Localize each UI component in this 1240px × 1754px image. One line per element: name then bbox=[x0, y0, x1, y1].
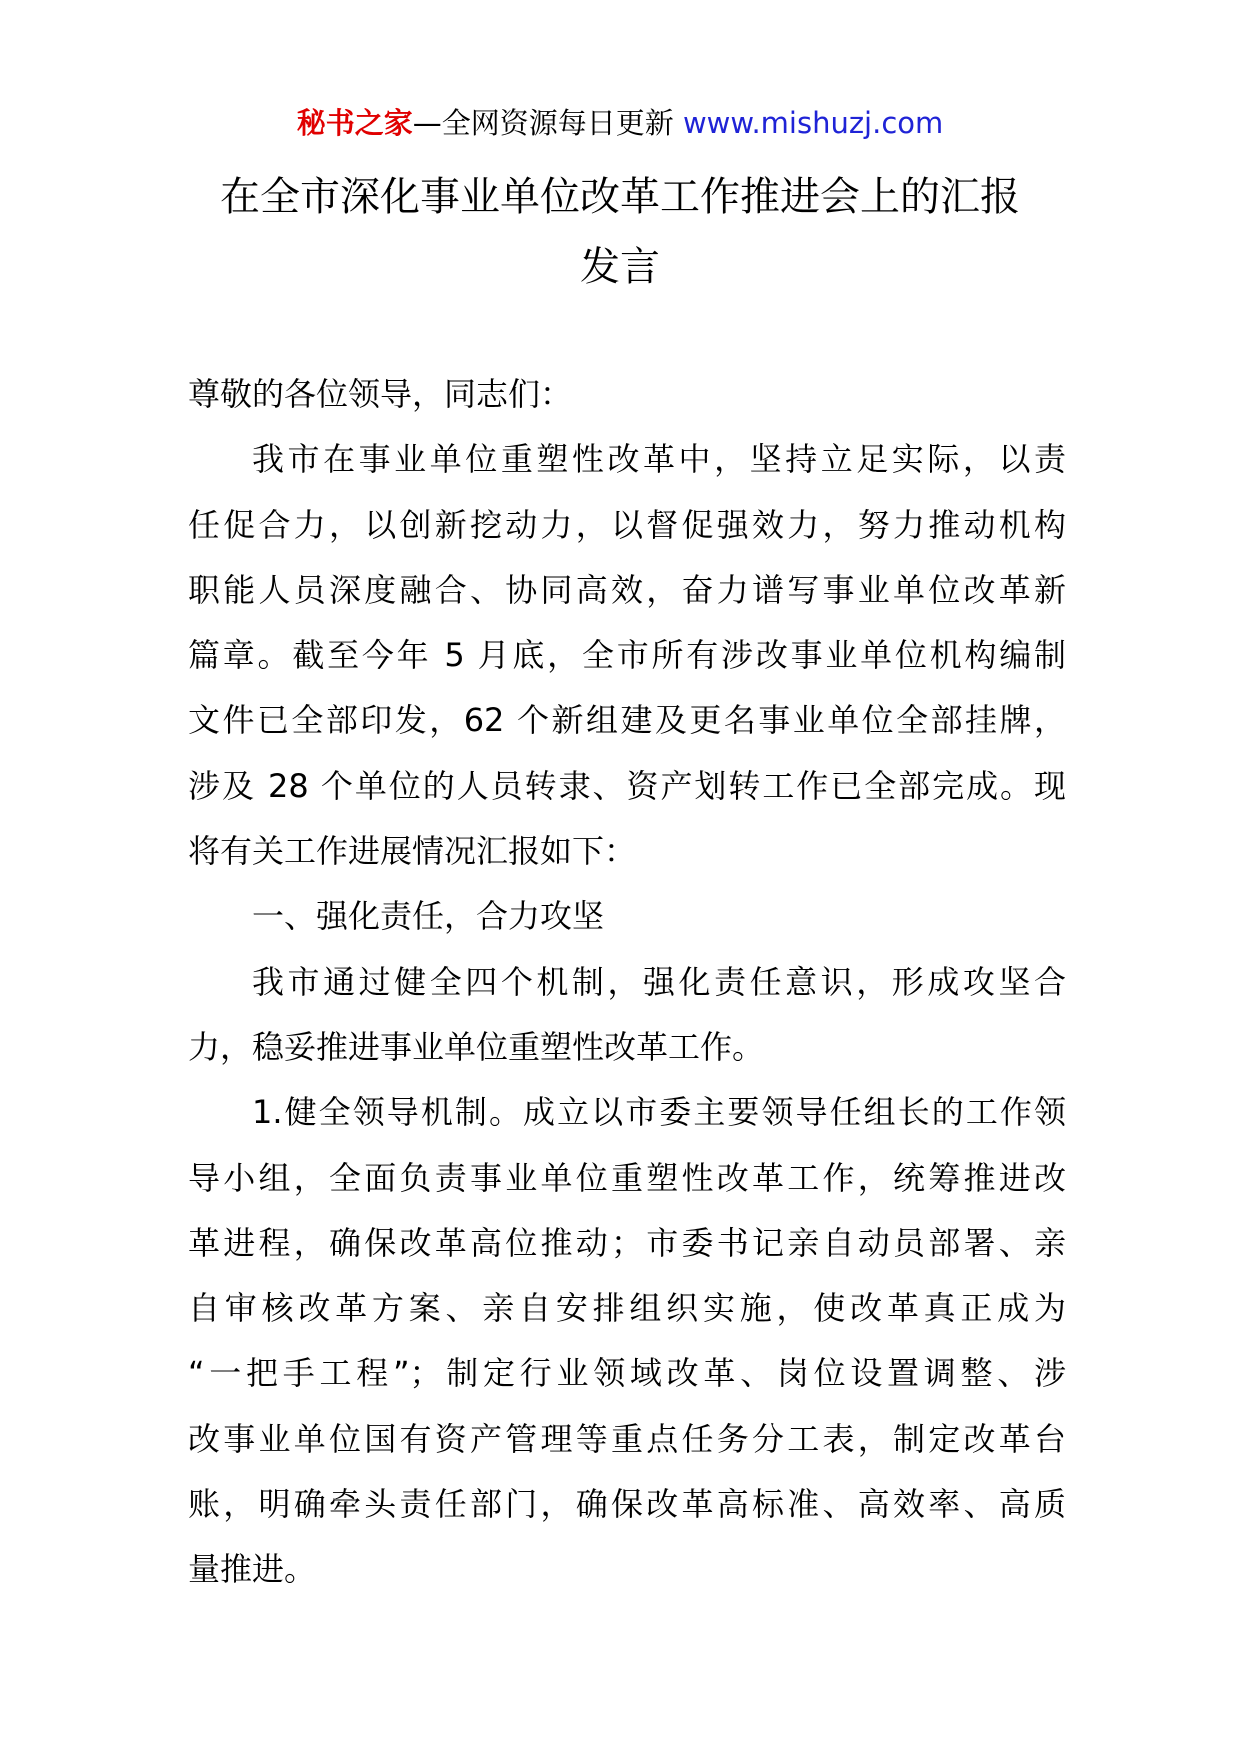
site-header bbox=[0, 100, 1240, 146]
paragraph-line: 篇章。截至今年 5 月底，全市所有涉改事业单位机构编制 bbox=[188, 636, 1066, 675]
paragraph-line: 量推进。 bbox=[188, 1550, 317, 1589]
paragraph-line: “一把手工程”；制定行业领域改革、岗位设置调整、涉 bbox=[188, 1354, 1066, 1393]
paragraph-line: 革进程，确保改革高位推动；市委书记亲自动员部署、亲 bbox=[188, 1223, 1066, 1262]
paragraph-intro bbox=[188, 427, 1066, 884]
paragraph-line: 我市在事业单位重塑性改革中，坚持立足实际，以责 bbox=[252, 440, 1066, 479]
paragraph-line: 将有关工作进展情况汇报如下： bbox=[188, 832, 637, 871]
site-brand: 秘书之家 bbox=[296, 106, 413, 140]
paragraph-line: 我市通过健全四个机制，强化责任意识，形成攻坚合 bbox=[252, 962, 1066, 1001]
title-line-2: 发言 bbox=[580, 244, 660, 290]
document-body bbox=[188, 362, 1066, 1603]
section-heading: 一、强化责任，合力攻坚 bbox=[252, 897, 605, 936]
paragraph-line: 导小组，全面负责事业单位重塑性改革工作，统筹推进改 bbox=[188, 1158, 1066, 1197]
paragraph-line: 账，明确牵头责任部门，确保改革高标准、高效率、高质 bbox=[188, 1485, 1066, 1524]
paragraph-line: 任促合力，以创新挖动力，以督促强效力，努力推动机构 bbox=[188, 505, 1066, 544]
paragraph-line: 自审核改革方案、亲自安排组织实施，使改革真正成为 bbox=[188, 1289, 1066, 1328]
title-line-1: 在全市深化事业单位改革工作推进会上的汇报 bbox=[220, 174, 1020, 220]
paragraph-line: 1.健全领导机制。成立以市委主要领导任组长的工作领 bbox=[252, 1093, 1066, 1132]
paragraph-line: 职能人员深度融合、协同高效，奋力谱写事业单位改革新 bbox=[188, 570, 1066, 609]
paragraph-line: 改事业单位国有资产管理等重点任务分工表，制定改革台 bbox=[188, 1419, 1066, 1458]
paragraph-line: 涉及 28 个单位的人员转隶、资产划转工作已全部完成。现 bbox=[188, 766, 1066, 805]
paragraph-section1-intro bbox=[188, 950, 1066, 1081]
paragraph-line: 力，稳妥推进事业单位重塑性改革工作。 bbox=[188, 1027, 765, 1066]
site-tagline: —全网资源每日更新 bbox=[412, 106, 674, 140]
paragraph-line: 文件已全部印发，62 个新组建及更名事业单位全部挂牌， bbox=[188, 701, 1066, 740]
paragraph-leadership-mechanism bbox=[188, 1080, 1066, 1602]
salutation: 尊敬的各位领导，同志们： bbox=[188, 375, 573, 413]
site-url-link[interactable]: www.mishuzj.com bbox=[682, 106, 944, 140]
document-title bbox=[150, 162, 1090, 302]
